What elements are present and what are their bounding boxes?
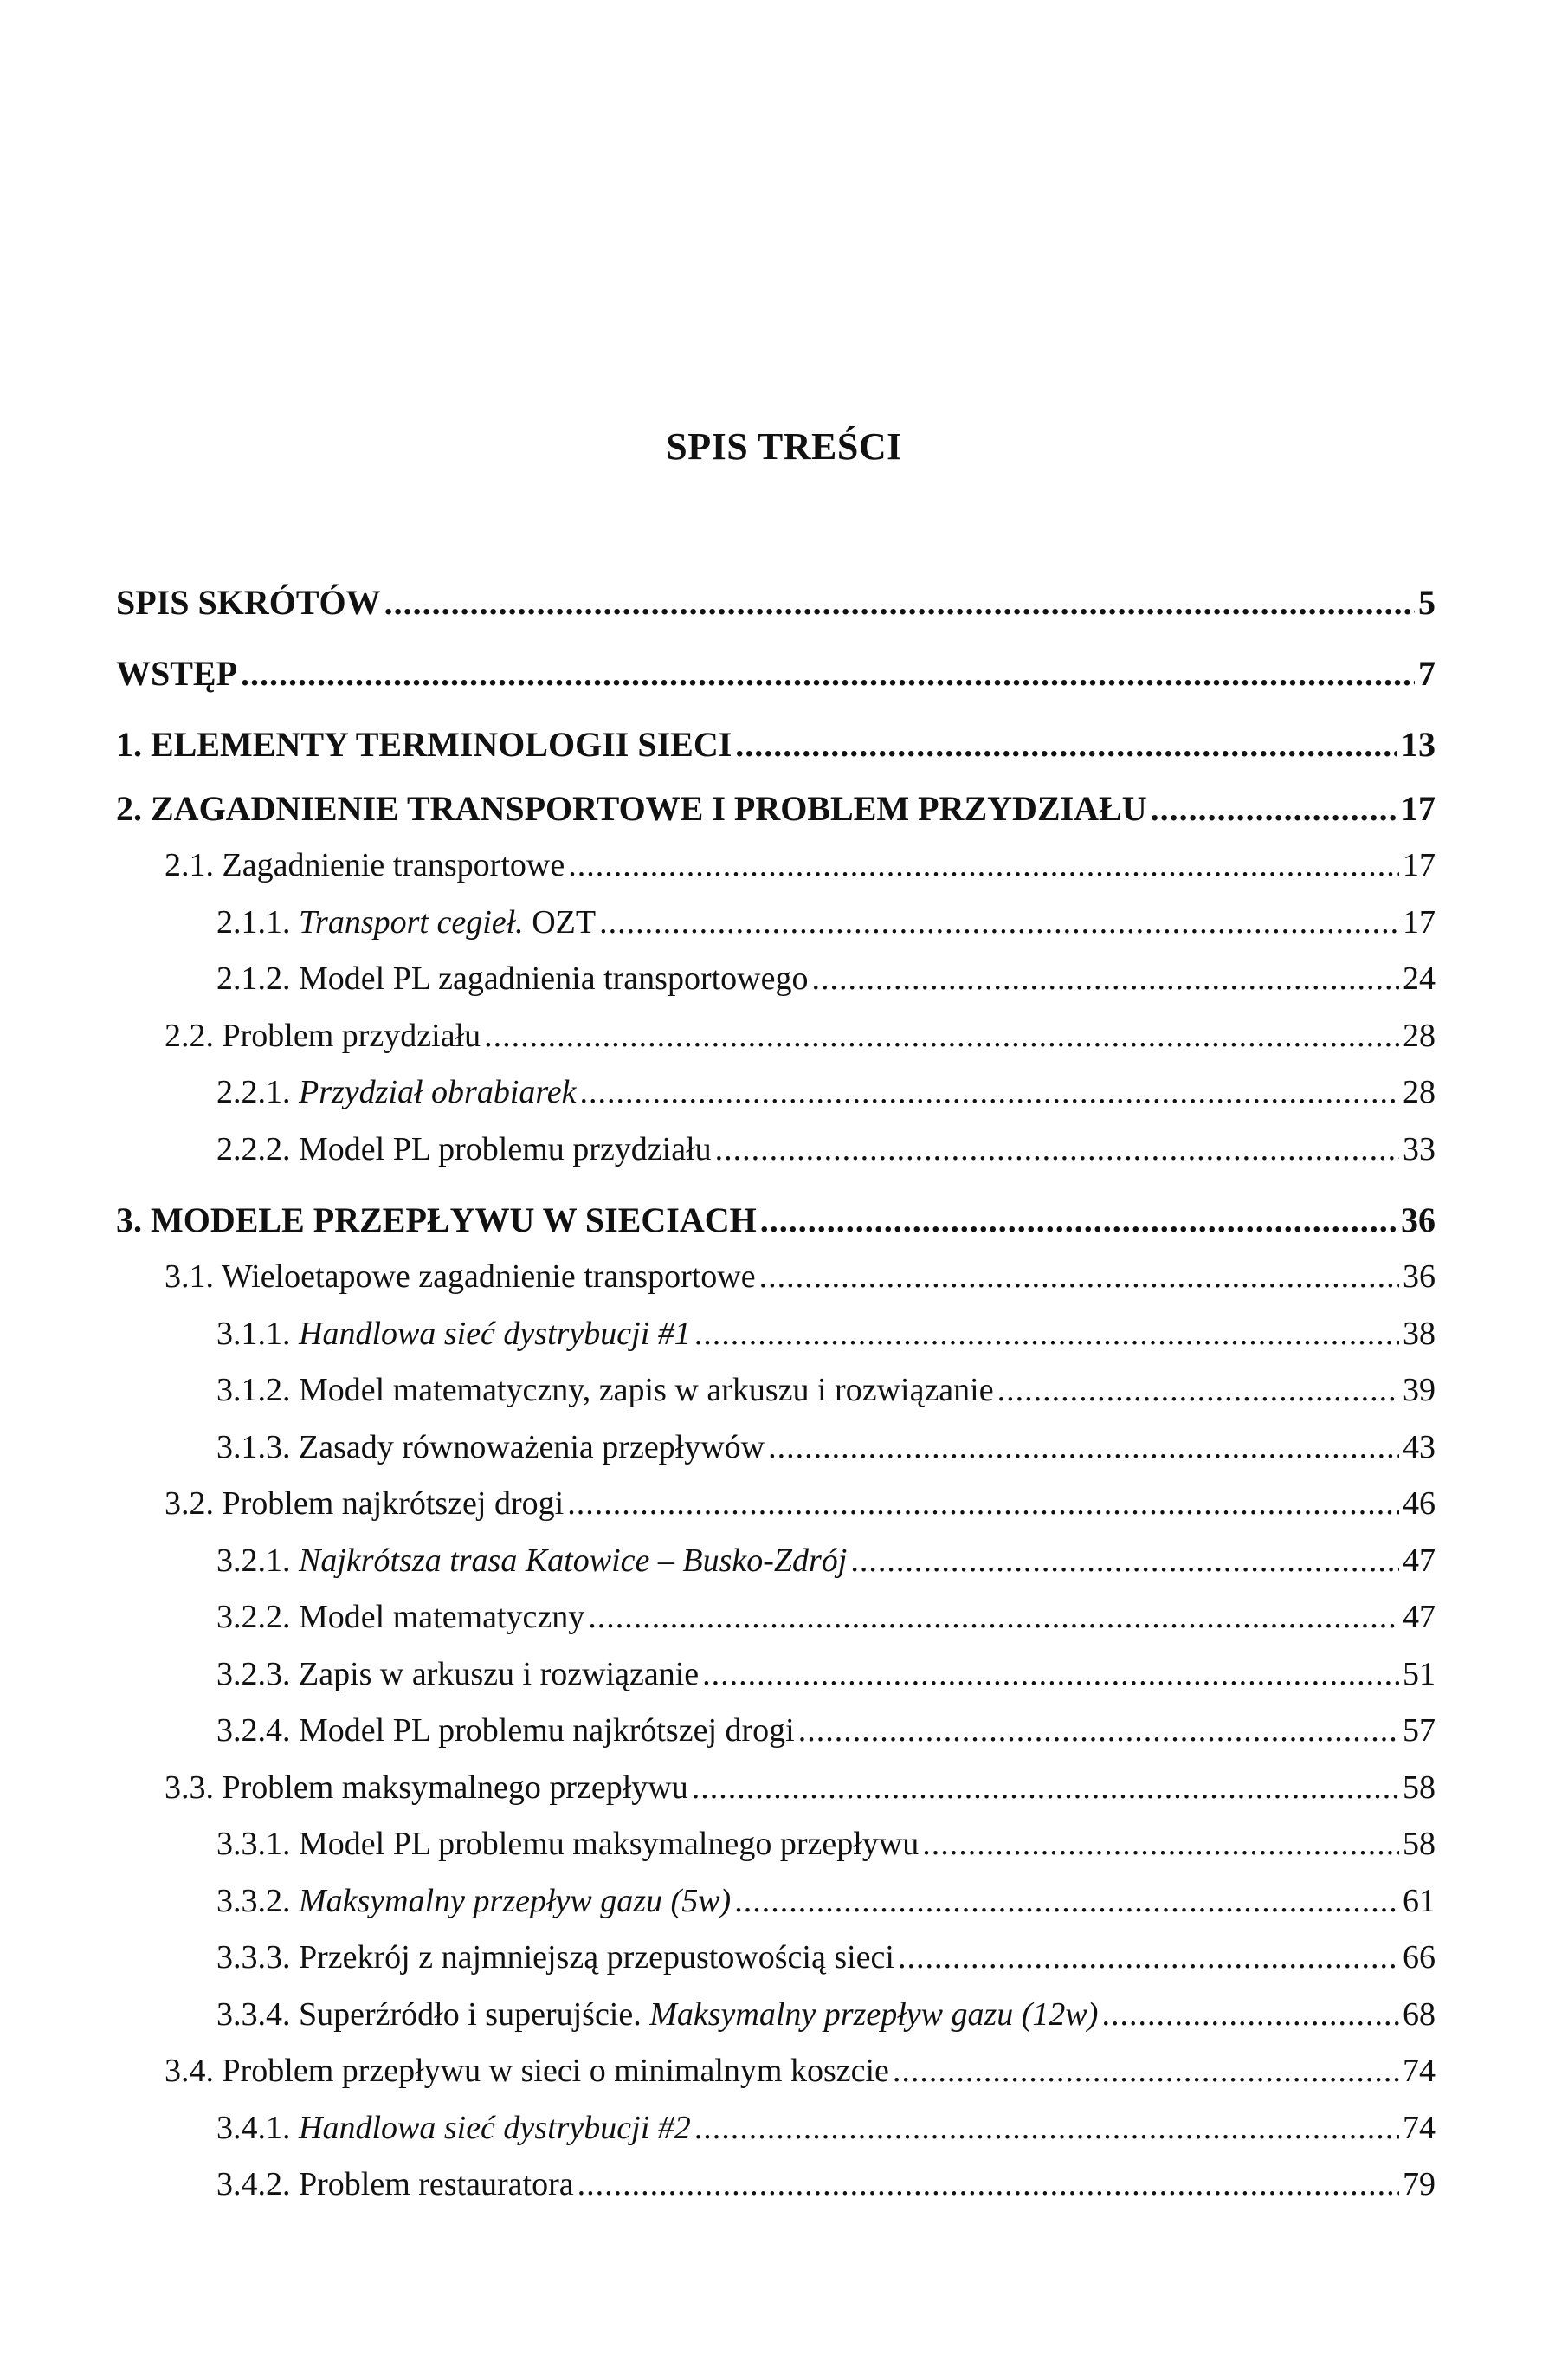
toc-entry-title (216, 1646, 699, 1704)
toc-entry-title (216, 1987, 1098, 2044)
toc-entry-italic-text: Maksymalny przepływ gazu (12w) (649, 1995, 1099, 2033)
toc-entry-title (216, 951, 808, 1008)
toc-entry-number: 3.1.3. (216, 1428, 299, 1465)
toc-entry[interactable] (116, 838, 1436, 895)
toc-entry-page-number: 57 (1403, 1712, 1436, 1749)
toc-entry-text: Model PL zagadnienia transportowego (299, 960, 809, 997)
toc-entry-italic-text: Maksymalny przepływ gazu (5w) (299, 1882, 732, 1919)
toc-entry-number: 3.4.2. (216, 2166, 299, 2202)
toc-entry-page-number: 74 (1403, 2109, 1436, 2146)
toc-entry-title (216, 895, 596, 952)
table-of-contents (116, 567, 1436, 2214)
toc-entry-text: Model PL problemu najkrótszej drogi (299, 1712, 795, 1749)
toc-entry[interactable] (116, 1249, 1436, 1306)
toc-entry[interactable] (116, 1930, 1436, 1987)
toc-entry[interactable] (116, 1008, 1436, 1065)
toc-entry-text: Przekrój z najmniejszą przepustowością sieci (299, 1939, 894, 1976)
dot-leader (484, 1008, 1399, 1065)
toc-entry-page-number: 58 (1403, 1769, 1436, 1806)
toc-entry-title (216, 1589, 584, 1646)
toc-entry[interactable] (116, 1646, 1436, 1704)
toc-entry-title (216, 1816, 919, 1873)
toc-entry-number: 2.1.2. (216, 960, 299, 997)
toc-entry-title (216, 1533, 847, 1590)
toc-entry-text: Zapis w arkuszu i rozwiązanie (299, 1655, 700, 1692)
toc-entry-title (216, 1873, 731, 1930)
toc-entry-title (216, 1362, 994, 1420)
toc-entry-number: 3.3.1. (216, 1826, 299, 1862)
toc-entry-number: 3.1.2. (216, 1372, 299, 1408)
toc-entry-title (165, 2043, 889, 2100)
toc-entry-page-number: 43 (1403, 1428, 1436, 1465)
toc-entry-number: 3.2.4. (216, 1712, 299, 1749)
toc-entry-number: 3.2. (165, 1485, 223, 1522)
toc-entry-text: Problem przepływu w sieci o minimalnym koszcie (222, 2053, 889, 2089)
toc-entry-page-number: 13 (1401, 725, 1436, 764)
dot-leader (578, 2157, 1399, 2214)
toc-entry-number: 3.2.2. (216, 1599, 299, 1635)
toc-entry-text: MODELE PRZEPŁYWU W SIECIACH (151, 1200, 757, 1239)
toc-entry-number: 3.1. (165, 1258, 222, 1295)
dot-leader (580, 1064, 1399, 1122)
toc-entry[interactable] (116, 1306, 1436, 1363)
toc-entry-title (216, 1306, 691, 1363)
toc-entry-page-number: 46 (1403, 1485, 1436, 1522)
toc-entry-text: Model matematyczny, zapis w arkuszu i rozwiązanie (299, 1372, 994, 1408)
toc-entry-italic-text: Przydział obrabiarek (299, 1074, 577, 1110)
toc-entry-number: 3.3.2. (216, 1882, 299, 1919)
toc-entry-title (116, 1192, 757, 1249)
toc-entry-page-number: 68 (1403, 1995, 1436, 2033)
dot-leader (768, 1420, 1399, 1477)
dot-leader (922, 1816, 1399, 1873)
toc-entry[interactable] (116, 951, 1436, 1008)
toc-entry-title (116, 638, 237, 709)
dot-leader (694, 2100, 1399, 2157)
toc-entry-number: 2.1. (165, 847, 223, 883)
toc-entry-page-number: 51 (1403, 1655, 1436, 1692)
dot-leader (694, 1306, 1399, 1363)
toc-entry-page-number: 7 (1418, 654, 1436, 693)
toc-entry-text: Problem maksymalnego przepływu (222, 1769, 688, 1806)
toc-entry-text: ZAGADNIENIE TRANSPORTOWE I PROBLEM PRZYDZIAŁU (151, 789, 1147, 828)
toc-entry-italic-text: Handlowa sieć dystrybucji #1 (299, 1315, 691, 1352)
toc-entry[interactable] (116, 1362, 1436, 1420)
toc-entry-italic-text: Najkrótsza trasa Katowice – Busko-Zdrój (299, 1542, 848, 1579)
toc-entry-text: Model matematyczny (299, 1599, 585, 1635)
dot-leader (599, 895, 1399, 952)
toc-entry-number: 3.2.1. (216, 1542, 299, 1579)
dot-leader (759, 1249, 1399, 1306)
toc-entry-text: Problem najkrótszej drogi (222, 1485, 565, 1522)
toc-entry-page-number: 39 (1403, 1372, 1436, 1408)
dot-leader (734, 1873, 1399, 1930)
toc-entry-page-number: 58 (1403, 1826, 1436, 1862)
toc-entry[interactable] (116, 2043, 1436, 2100)
dot-leader (384, 567, 1415, 638)
toc-entry[interactable] (116, 2157, 1436, 2214)
toc-entry-title (165, 1249, 756, 1306)
toc-entry-title (216, 1703, 795, 1760)
toc-entry-text: Problem przydziału (222, 1017, 481, 1054)
toc-entry-number: 3.4. (165, 2053, 223, 2089)
toc-entry[interactable] (116, 1533, 1436, 1590)
dot-leader (811, 951, 1399, 1008)
toc-entry-number: 2.2.1. (216, 1074, 299, 1110)
toc-entry[interactable] (116, 780, 1436, 838)
toc-entry-title (116, 780, 1147, 838)
page-title: SPIS TREŚCI (666, 425, 902, 468)
dot-leader (241, 638, 1415, 709)
toc-entry[interactable] (116, 1873, 1436, 1930)
dot-leader (898, 1930, 1399, 1987)
toc-entry-page-number: 28 (1403, 1074, 1436, 1110)
toc-entry-title (165, 1760, 688, 1817)
toc-entry[interactable] (116, 1987, 1436, 2044)
toc-entry-text: ELEMENTY TERMINOLOGII SIECI (151, 725, 732, 764)
toc-entry[interactable] (116, 2100, 1436, 2157)
toc-entry-page-number: 24 (1403, 960, 1436, 997)
toc-entry[interactable] (116, 1476, 1436, 1533)
dot-leader (760, 1192, 1397, 1249)
toc-entry-page-number: 38 (1403, 1315, 1436, 1352)
toc-entry[interactable] (116, 1589, 1436, 1646)
toc-entry-text: WSTĘP (116, 654, 238, 693)
toc-entry-text-suffix: OZT (523, 903, 597, 941)
toc-entry-number: 3.3.4. (216, 1995, 299, 2033)
dot-leader (702, 1646, 1399, 1704)
toc-entry-title (116, 567, 381, 638)
toc-entry-page-number: 17 (1403, 847, 1436, 883)
dot-leader (850, 1533, 1399, 1590)
toc-entry-number: 3.3. (165, 1769, 223, 1806)
toc-entry-page-number: 61 (1403, 1882, 1436, 1919)
toc-entry[interactable] (116, 709, 1436, 780)
toc-entry-page-number: 36 (1401, 1200, 1436, 1239)
toc-entry-text: Superźródło i superujście. (299, 1995, 650, 2033)
toc-entry[interactable] (116, 1420, 1436, 1477)
dot-leader (567, 1476, 1399, 1533)
toc-entry-page-number: 36 (1403, 1258, 1436, 1295)
toc-entry-title (216, 1064, 577, 1122)
toc-entry-title (165, 1476, 564, 1533)
dot-leader (798, 1703, 1399, 1760)
toc-entry-page-number: 74 (1403, 2053, 1436, 2089)
toc-entry-title (216, 2157, 574, 2214)
toc-entry[interactable] (116, 1064, 1436, 1122)
toc-entry[interactable] (116, 1703, 1436, 1760)
dot-leader (568, 838, 1399, 895)
toc-entry-title (165, 838, 565, 895)
toc-entry-number: 3.4.1. (216, 2109, 299, 2146)
toc-entry-page-number: 79 (1403, 2166, 1436, 2202)
section-gap (116, 1178, 1436, 1192)
toc-entry-page-number: 17 (1401, 789, 1436, 828)
toc-entry[interactable] (116, 1816, 1436, 1873)
toc-entry-page-number: 33 (1403, 1130, 1436, 1167)
toc-entry-italic-text: Handlowa sieć dystrybucji #2 (299, 2109, 691, 2146)
toc-entry-text: Wieloetapowe zagadnienie transportowe (221, 1258, 756, 1295)
dot-leader (893, 2043, 1399, 2100)
toc-entry[interactable] (116, 638, 1436, 709)
toc-entry-title (216, 1930, 894, 1987)
toc-entry-page-number: 17 (1403, 903, 1436, 941)
toc-entry[interactable] (116, 1192, 1436, 1249)
toc-entry-page-number: 47 (1403, 1542, 1436, 1579)
toc-entry-number: 1. (116, 725, 151, 764)
dot-leader (997, 1362, 1399, 1420)
dot-leader (588, 1589, 1399, 1646)
toc-entry-number: 3.3.3. (216, 1939, 299, 1976)
toc-entry-title (116, 709, 732, 780)
dot-leader (692, 1760, 1399, 1817)
toc-entry-number: 3.2.3. (216, 1655, 299, 1692)
toc-entry-text: Zasady równoważenia przepływów (299, 1428, 765, 1465)
dot-leader (715, 1122, 1399, 1179)
toc-entry-page-number: 28 (1403, 1017, 1436, 1054)
toc-entry-number: 2. (116, 789, 151, 828)
toc-entry-page-number: 66 (1403, 1939, 1436, 1976)
toc-entry-text: SPIS SKRÓTÓW (116, 583, 381, 622)
toc-entry-italic-text: Transport cegieł. (299, 903, 524, 941)
toc-entry-page-number: 5 (1418, 583, 1436, 622)
toc-entry-title (216, 1122, 712, 1179)
toc-entry[interactable] (116, 567, 1436, 638)
toc-entry-title (216, 2100, 691, 2157)
toc-entry-title (165, 1008, 481, 1065)
toc-entry-text: Model PL problemu przydziału (299, 1130, 712, 1167)
toc-entry[interactable] (116, 1760, 1436, 1817)
dot-leader (1151, 780, 1397, 838)
toc-entry-number: 2.2.2. (216, 1130, 299, 1167)
toc-entry-number: 3.1.1. (216, 1315, 299, 1352)
toc-entry-text: Zagadnienie transportowe (222, 847, 565, 883)
toc-entry-text: Model PL problemu maksymalnego przepływu (299, 1826, 920, 1862)
dot-leader (735, 709, 1397, 780)
dot-leader (1101, 1987, 1399, 2044)
toc-entry[interactable] (116, 1122, 1436, 1179)
toc-entry[interactable] (116, 895, 1436, 952)
toc-entry-page-number: 47 (1403, 1599, 1436, 1635)
toc-entry-number: 3. (116, 1200, 151, 1239)
toc-entry-number: 2.2. (165, 1017, 223, 1054)
toc-entry-number: 2.1.1. (216, 903, 299, 941)
toc-entry-title (216, 1420, 765, 1477)
toc-entry-text: Problem restauratora (299, 2166, 574, 2202)
